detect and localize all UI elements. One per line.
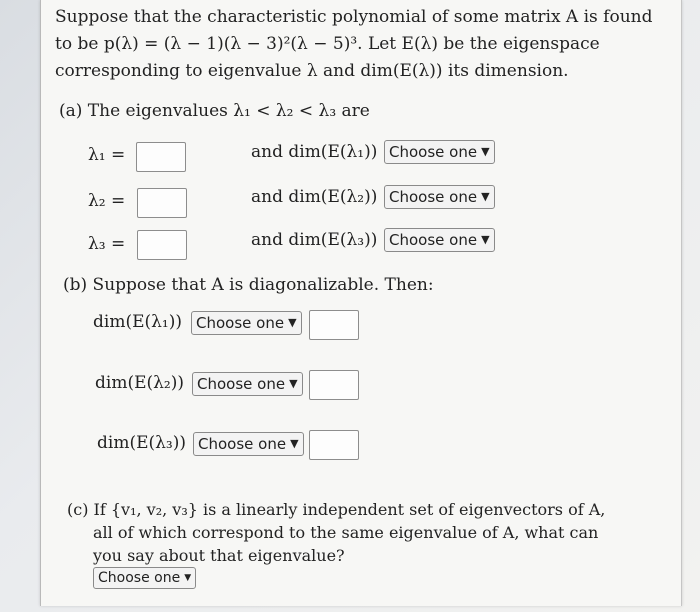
lambda1-input[interactable] (136, 142, 186, 172)
dropdown-triangle-icon: ▼ (290, 437, 299, 450)
intro-line-1: Suppose that the characteristic polynomial of some matrix A is found (55, 7, 653, 27)
dim-lambda2-select[interactable] (384, 185, 495, 209)
lambda3-input[interactable] (137, 230, 187, 260)
select-label: Choose one (389, 188, 478, 206)
b-lambda3-input[interactable] (309, 430, 359, 460)
dropdown-triangle-icon: ▼ (481, 190, 490, 203)
dim-e-lambda3-label: and dim(E(λ₃)) (251, 230, 378, 250)
select-label: Choose one (196, 314, 285, 332)
dropdown-triangle-icon: ▼ (481, 145, 490, 158)
dropdown-triangle-icon: ▼ (184, 573, 192, 583)
b-lambda1-input[interactable] (309, 310, 359, 340)
dim-lambda1-select[interactable] (384, 140, 495, 164)
lambda3-label: λ₃ = (88, 234, 126, 254)
b-dim-lambda1-select[interactable] (191, 311, 302, 335)
b-lambda2-input[interactable] (309, 370, 359, 400)
select-label: Choose one (98, 570, 181, 586)
intro-line-2: to be p(λ) = (λ − 1)(λ − 3)²(λ − 5)³. Let E(λ) be the eigenspace (55, 34, 600, 54)
part-c-select[interactable] (93, 567, 196, 589)
dropdown-triangle-icon: ▼ (481, 233, 490, 246)
part-c-line-3: you say about that eigenvalue? (93, 546, 345, 565)
select-label: Choose one (198, 435, 287, 453)
lambda1-label: λ₁ = (88, 145, 126, 165)
b-dim-lambda2-select[interactable] (192, 372, 303, 396)
intro-line-3: corresponding to eigenvalue λ and dim(E(λ)) its dimension. (55, 61, 569, 81)
part-c-line-2: all of which correspond to the same eigenvalue of A, what can (93, 523, 599, 542)
dim-e-lambda2-label: and dim(E(λ₂)) (251, 187, 378, 207)
dim-e-lambda1-label: and dim(E(λ₁)) (251, 142, 378, 162)
lambda2-input[interactable] (137, 188, 187, 218)
part-c-line-1: (c) If {v₁, v₂, v₃} is a linearly independent set of eigenvectors of A, (67, 500, 606, 519)
select-label: Choose one (389, 231, 478, 249)
select-label: Choose one (389, 143, 478, 161)
b-dim-lambda1-label: dim(E(λ₁)) (93, 312, 182, 332)
part-a-heading: (a) The eigenvalues λ₁ < λ₂ < λ₃ are (59, 101, 370, 121)
question-panel (40, 0, 682, 606)
dropdown-triangle-icon: ▼ (289, 377, 298, 390)
b-dim-lambda2-label: dim(E(λ₂)) (95, 373, 184, 393)
part-b-heading: (b) Suppose that A is diagonalizable. Then: (63, 275, 434, 295)
dim-lambda3-select[interactable] (384, 228, 495, 252)
b-dim-lambda3-label: dim(E(λ₃)) (97, 433, 186, 453)
b-dim-lambda3-select[interactable] (193, 432, 304, 456)
lambda2-label: λ₂ = (88, 191, 126, 211)
select-label: Choose one (197, 375, 286, 393)
dropdown-triangle-icon: ▼ (288, 316, 297, 329)
